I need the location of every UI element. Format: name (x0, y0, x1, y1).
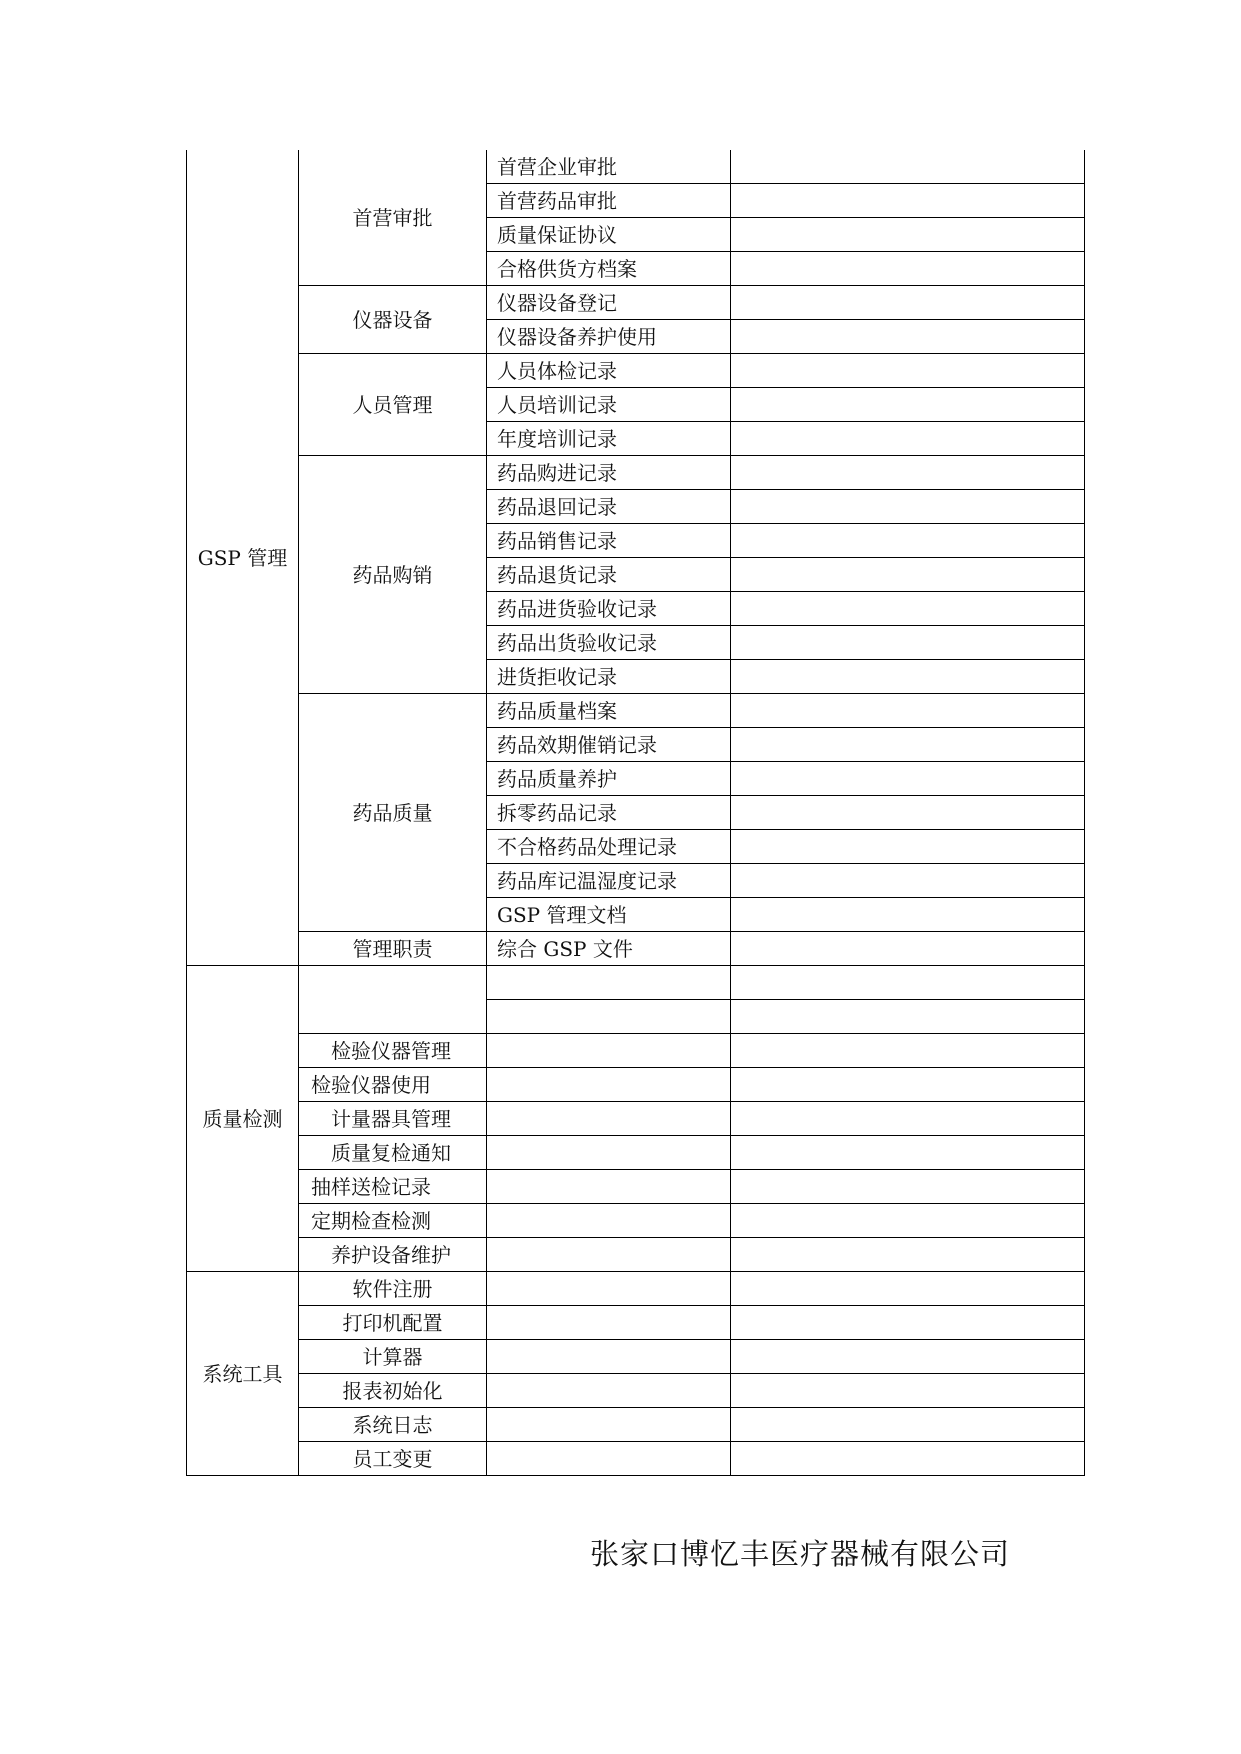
function-item: 检验仪器使用 (299, 1068, 487, 1102)
record-item: 药品进货验收记录 (487, 592, 731, 626)
blank-cell (731, 1000, 1085, 1034)
function-table (186, 150, 1085, 1476)
blank-cell (731, 966, 1085, 1000)
blank-cell (487, 1000, 731, 1034)
table-row (187, 1408, 1085, 1442)
record-item: 药品效期催销记录 (487, 728, 731, 762)
table-row (187, 1238, 1085, 1272)
blank-cell (731, 150, 1085, 184)
table-row (187, 1068, 1085, 1102)
record-item: 仪器设备养护使用 (487, 320, 731, 354)
blank-cell (487, 966, 731, 1000)
blank-cell (731, 1272, 1085, 1306)
function-item: 系统日志 (299, 1408, 487, 1442)
record-item: 药品质量养护 (487, 762, 731, 796)
subgroup-name: 药品质量 (299, 694, 487, 932)
blank-cell (731, 1068, 1085, 1102)
blank-cell (487, 1306, 731, 1340)
table-row (187, 1374, 1085, 1408)
blank-cell (731, 694, 1085, 728)
record-item: 拆零药品记录 (487, 796, 731, 830)
blank-cell (731, 422, 1085, 456)
function-item: 定期检查检测 (299, 1204, 487, 1238)
blank-cell (731, 728, 1085, 762)
table-row (187, 1102, 1085, 1136)
function-item: 养护设备维护 (299, 1238, 487, 1272)
blank-cell (731, 932, 1085, 966)
blank-cell (487, 1408, 731, 1442)
record-item: 合格供货方档案 (487, 252, 731, 286)
record-item: 质量保证协议 (487, 218, 731, 252)
subgroup-name: 管理职责 (299, 932, 487, 966)
table-row (187, 966, 1085, 1000)
record-item: 仪器设备登记 (487, 286, 731, 320)
table-row (187, 1170, 1085, 1204)
blank-cell (731, 490, 1085, 524)
blank-cell (731, 1136, 1085, 1170)
blank-cell (731, 1034, 1085, 1068)
group-name: 质量检测 (187, 966, 299, 1272)
group-name: 系统工具 (187, 1272, 299, 1476)
function-item: 报表初始化 (299, 1374, 487, 1408)
record-item: 药品质量档案 (487, 694, 731, 728)
record-item: 不合格药品处理记录 (487, 830, 731, 864)
function-item: 计量器具管理 (299, 1102, 487, 1136)
blank-cell (731, 1340, 1085, 1374)
blank-cell (731, 524, 1085, 558)
record-item: GSP 管理文档 (487, 898, 731, 932)
function-table-wrapper (186, 150, 1085, 1476)
blank-cell (487, 1170, 731, 1204)
record-item: 药品出货验收记录 (487, 626, 731, 660)
blank-cell (487, 1102, 731, 1136)
subgroup-name: 仪器设备 (299, 286, 487, 354)
blank-cell (731, 864, 1085, 898)
subgroup-name: 首营审批 (299, 150, 487, 286)
table-row (187, 1306, 1085, 1340)
record-item: 首营药品审批 (487, 184, 731, 218)
blank-cell (731, 1238, 1085, 1272)
blank-cell (299, 966, 487, 1034)
record-item: 药品库记温湿度记录 (487, 864, 731, 898)
blank-cell (731, 320, 1085, 354)
blank-cell (731, 1204, 1085, 1238)
blank-cell (731, 796, 1085, 830)
record-item: 年度培训记录 (487, 422, 731, 456)
function-item: 质量复检通知 (299, 1136, 487, 1170)
blank-cell (731, 456, 1085, 490)
blank-cell (731, 558, 1085, 592)
table-row (187, 932, 1085, 966)
function-item: 软件注册 (299, 1272, 487, 1306)
table-row (187, 1340, 1085, 1374)
blank-cell (731, 184, 1085, 218)
record-item: 首营企业审批 (487, 150, 731, 184)
blank-cell (731, 218, 1085, 252)
table-row (187, 354, 1085, 388)
table-row (187, 286, 1085, 320)
blank-cell (731, 1442, 1085, 1476)
function-item: 打印机配置 (299, 1306, 487, 1340)
blank-cell (731, 1306, 1085, 1340)
record-item: 综合 GSP 文件 (487, 932, 731, 966)
table-row (187, 694, 1085, 728)
blank-cell (487, 1068, 731, 1102)
table-row (187, 1034, 1085, 1068)
table-row (187, 1272, 1085, 1306)
record-item: 进货拒收记录 (487, 660, 731, 694)
table-row (187, 456, 1085, 490)
blank-cell (731, 898, 1085, 932)
function-item: 检验仪器管理 (299, 1034, 487, 1068)
table-row (187, 1204, 1085, 1238)
blank-cell (731, 1170, 1085, 1204)
table-row (187, 150, 1085, 184)
blank-cell (731, 626, 1085, 660)
table-row (187, 1136, 1085, 1170)
blank-cell (487, 1340, 731, 1374)
record-item: 人员体检记录 (487, 354, 731, 388)
function-item: 抽样送检记录 (299, 1170, 487, 1204)
function-table-body (187, 150, 1085, 1476)
blank-cell (731, 252, 1085, 286)
blank-cell (731, 1102, 1085, 1136)
function-item: 计算器 (299, 1340, 487, 1374)
blank-cell (731, 592, 1085, 626)
record-item: 药品退回记录 (487, 490, 731, 524)
function-item: 员工变更 (299, 1442, 487, 1476)
blank-cell (731, 762, 1085, 796)
blank-cell (487, 1034, 731, 1068)
group-name: GSP 管理 (187, 150, 299, 966)
record-item: 药品购进记录 (487, 456, 731, 490)
blank-cell (487, 1374, 731, 1408)
subgroup-name: 人员管理 (299, 354, 487, 456)
blank-cell (487, 1136, 731, 1170)
blank-cell (731, 388, 1085, 422)
blank-cell (487, 1272, 731, 1306)
record-item: 药品销售记录 (487, 524, 731, 558)
blank-cell (487, 1442, 731, 1476)
blank-cell (487, 1204, 731, 1238)
company-name: 张家口博忆丰医疗器械有限公司 (590, 1537, 1011, 1571)
blank-cell (731, 1374, 1085, 1408)
table-row (187, 1442, 1085, 1476)
blank-cell (731, 830, 1085, 864)
blank-cell (731, 286, 1085, 320)
record-item: 药品退货记录 (487, 558, 731, 592)
subgroup-name: 药品购销 (299, 456, 487, 694)
record-item: 人员培训记录 (487, 388, 731, 422)
blank-cell (731, 354, 1085, 388)
blank-cell (487, 1238, 731, 1272)
blank-cell (731, 1408, 1085, 1442)
blank-cell (731, 660, 1085, 694)
